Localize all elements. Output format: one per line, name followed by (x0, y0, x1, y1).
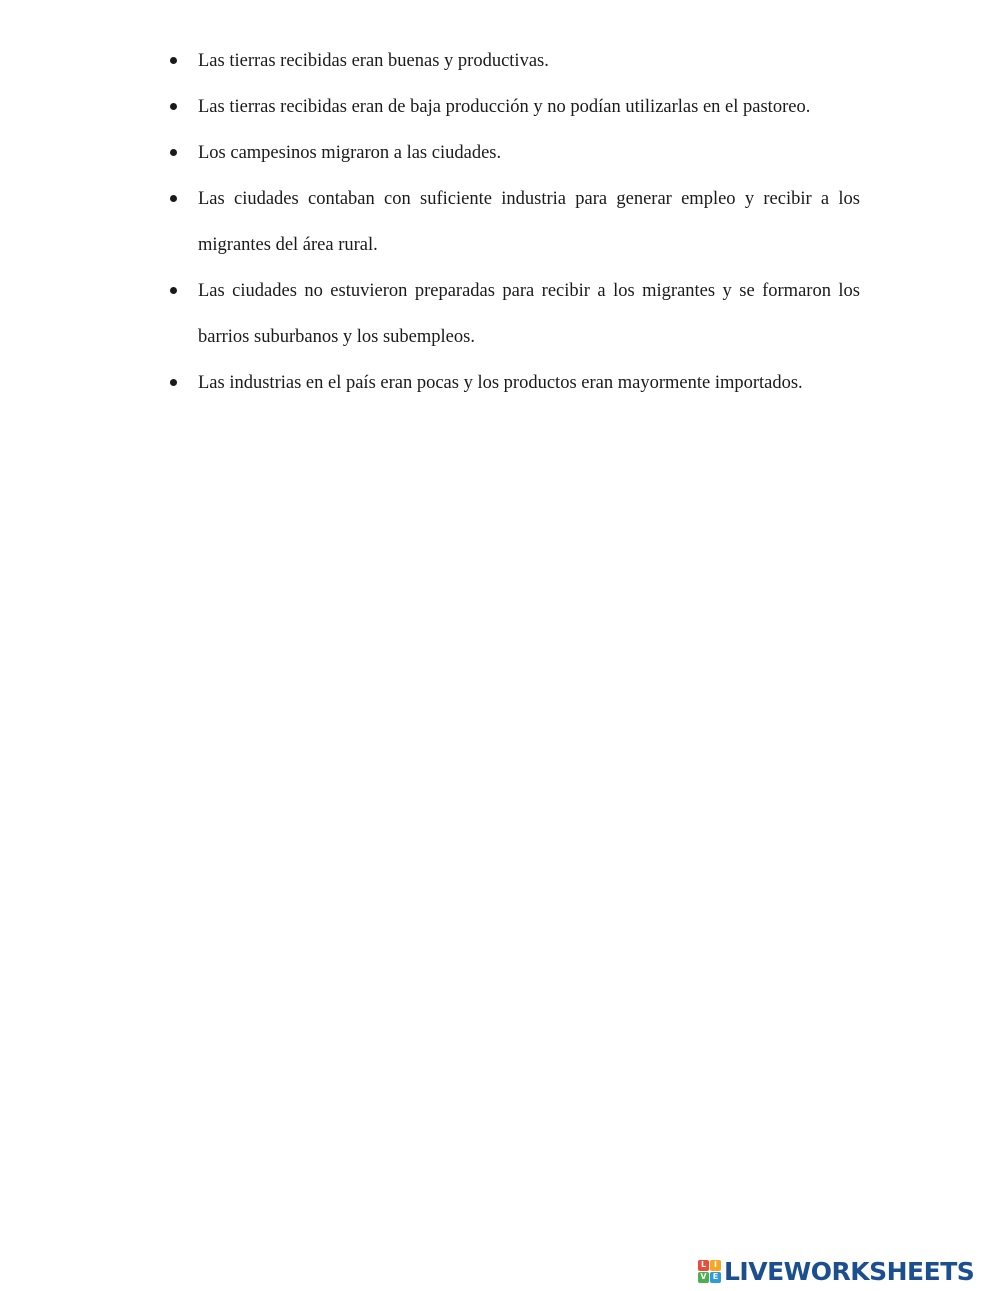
logo-cell: E (710, 1272, 721, 1283)
answer-options-list (168, 38, 860, 406)
logo-mark-icon (698, 1260, 721, 1283)
bullet-icon (170, 287, 177, 294)
logo-cell: V (698, 1272, 709, 1283)
bullet-icon (170, 379, 177, 386)
list-item (168, 38, 860, 84)
bullet-icon (170, 57, 177, 64)
list-item (168, 130, 860, 176)
liveworksheets-logo[interactable] (698, 1257, 974, 1285)
list-item-text: Los campesinos migraron a las ciudades. (198, 143, 502, 163)
bullet-icon (170, 149, 177, 156)
list-item (168, 176, 860, 268)
logo-cell: I (710, 1260, 721, 1271)
list-item (168, 268, 860, 360)
list-item-text: Las industrias en el país eran pocas y los productos eran mayormente importados. (198, 373, 803, 393)
list-item (168, 360, 860, 406)
list-item-text: Las tierras recibidas eran de baja producción y no podían utilizarlas en el pastoreo. (198, 97, 811, 117)
list-item (168, 84, 860, 130)
list-item-text: Las ciudades no estuvieron preparadas para recibir a los migrantes y se formaron los barrios suburbanos y los subempleos. (198, 281, 860, 347)
bullet-icon (170, 103, 177, 110)
list-item-text: Las tierras recibidas eran buenas y productivas. (198, 51, 549, 71)
logo-cell: L (698, 1260, 709, 1271)
logo-text: LIVEWORKSHEETS (724, 1256, 975, 1286)
bullet-icon (170, 195, 177, 202)
list-item-text: Las ciudades contaban con suficiente industria para generar empleo y recibir a los migrantes del área rural. (198, 189, 860, 255)
